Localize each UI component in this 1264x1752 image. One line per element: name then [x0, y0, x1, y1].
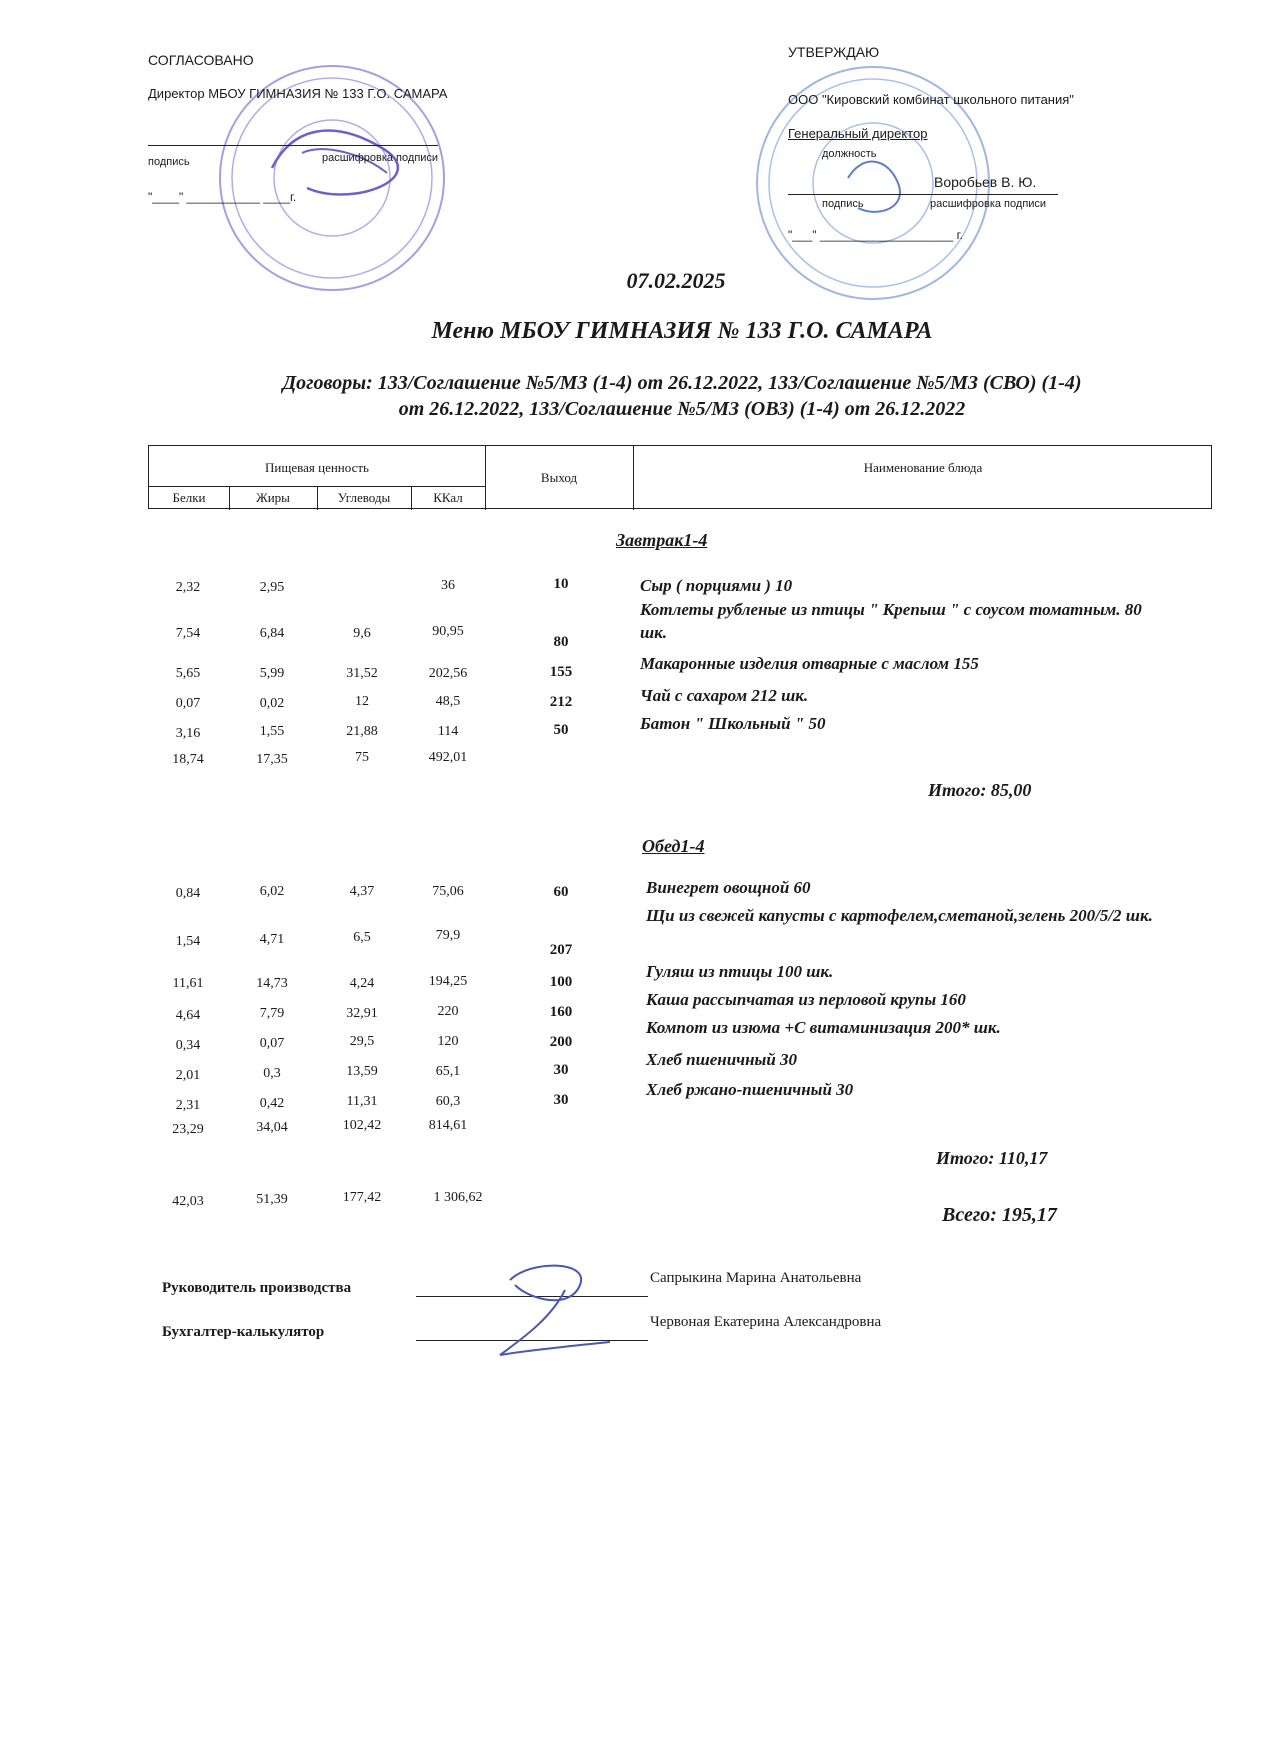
approval-left-date-line: "____" ___________ ____г. [148, 190, 297, 204]
section-breakfast-title: Завтрак1-4 [616, 530, 708, 550]
approval-right-org: ООО "Кировский комбинат школьного питания" [788, 92, 1074, 107]
breakfast-total: Итого: 85,00 [928, 780, 1032, 800]
header-kcal: ККал [433, 490, 463, 505]
header-output: Выход [540, 470, 578, 485]
grand-total: Всего: 195,17 [942, 1204, 1057, 1226]
approval-right-position: Генеральный директор [788, 126, 928, 141]
approval-left-sig-line [148, 145, 438, 146]
approval-left-heading: СОГЛАСОВАНО [148, 52, 254, 68]
signature-name-2: Червоная Екатерина Александровна [650, 1314, 882, 1330]
approval-left-director: Директор МБОУ ГИМНАЗИЯ № 133 Г.О. САМАРА [148, 86, 448, 101]
signature-role-1: Руководитель производства [162, 1280, 352, 1296]
signature-role-2: Бухгалтер-калькулятор [162, 1324, 325, 1340]
approval-left-sig-label: подпись [148, 156, 190, 168]
approval-right-date-line: "___" ____________________ г. [788, 228, 963, 242]
header-nutrition: Пищевая ценность [265, 460, 369, 475]
header-fats: Жиры [256, 490, 290, 505]
header-proteins: Белки [172, 490, 206, 505]
handwritten-signature-icon [470, 1250, 630, 1370]
menu-date: 07.02.2025 [626, 268, 726, 293]
approval-right-position-label: должность [822, 148, 877, 160]
contracts-line-2: от 26.12.2022, 133/Соглашение №5/МЗ (ОВЗ) (1-4) от 26.12.2022 [398, 398, 966, 420]
page-title: Меню МБОУ ГИМНАЗИЯ № 133 Г.О. САМАРА [431, 318, 933, 344]
approval-right-decode-label: расшифровка подписи [930, 198, 1047, 210]
header-carbs: Углеводы [337, 490, 391, 505]
signature-name-1: Сапрыкина Марина Анатольевна [650, 1270, 862, 1286]
lunch-total: Итого: 110,17 [936, 1148, 1048, 1168]
approval-right-sig-line [788, 194, 1058, 195]
approval-left-decode-label: расшифровка подписи [322, 152, 439, 164]
approval-right-name: Воробьев В. Ю. [934, 174, 1037, 190]
approval-right-sig-label: подпись [822, 198, 864, 210]
header-dish-name: Наименование блюда [863, 460, 983, 475]
approval-right-heading: УТВЕРЖДАЮ [788, 44, 880, 60]
table-header [148, 445, 1212, 509]
section-lunch-title: Обед1-4 [642, 836, 705, 856]
contracts-line-1: Договоры: 133/Соглашение №5/МЗ (1-4) от 26.12.2022, 133/Соглашение №5/МЗ (СВО) (1-4) [282, 372, 1082, 394]
